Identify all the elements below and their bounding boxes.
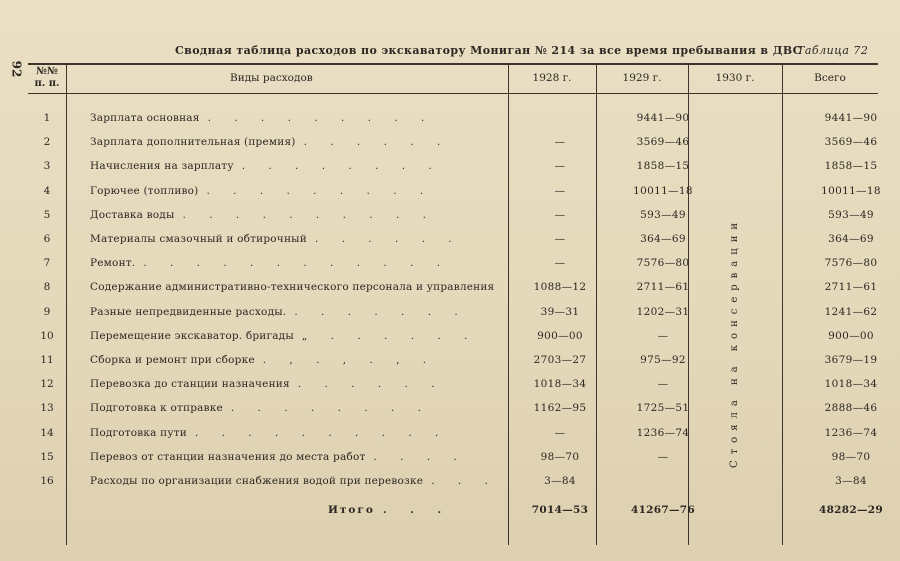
- value-1929: —: [657, 450, 669, 463]
- expense-name: Доставка воды . . . . . . . . . .: [90, 208, 436, 221]
- table-row: [28, 205, 878, 227]
- totals-total: 48282—29: [818, 504, 884, 516]
- value-1929: 10011—18: [633, 184, 693, 197]
- value-1929: 1236—74: [636, 426, 690, 439]
- header-number: [28, 66, 66, 90]
- expense-name: Подготовка пути . . . . . . . . . .: [90, 426, 449, 439]
- value-1929: 1725—51: [636, 402, 690, 415]
- header-1930: 1930 г.: [715, 72, 755, 84]
- expense-name: Материалы смазочный и обтирочный . . . . . .: [90, 233, 462, 245]
- row-number: 3: [43, 160, 51, 173]
- value-total: 10011—18: [821, 184, 881, 197]
- value-1929: —: [657, 378, 669, 391]
- value-1928: —: [554, 136, 566, 149]
- value-1928: 2703—27: [533, 354, 587, 366]
- expense-name: Зарплата дополнительная (премия) . . . . . .: [90, 136, 451, 149]
- row-number: 9: [43, 305, 51, 318]
- value-1929: 975—92: [640, 354, 686, 366]
- value-1928: —: [554, 257, 566, 270]
- value-total: 364—69: [828, 233, 874, 245]
- value-1929: —: [657, 329, 669, 342]
- value-1929: 2711—61: [636, 281, 690, 294]
- value-1929: 593—49: [640, 208, 686, 221]
- table-row: [28, 132, 878, 154]
- value-1928: —: [554, 184, 566, 197]
- table-row: [28, 302, 878, 324]
- expense-name: Ремонт. . . . . . . . . . . . .: [90, 257, 451, 270]
- expense-name: Перемещение экскаватор. бригады „ . . . . . .: [90, 329, 478, 342]
- header-1929: 1929 г.: [622, 72, 662, 84]
- value-1928: 3—84: [544, 475, 576, 487]
- value-1928: 900—00: [537, 329, 583, 342]
- table-row: [28, 447, 878, 469]
- value-total: 7576—80: [824, 257, 878, 270]
- table-row: [28, 350, 878, 372]
- totals-row: [28, 500, 884, 522]
- table-row: [28, 374, 878, 396]
- expense-name: Зарплата основная . . . . . . . . .: [90, 112, 435, 124]
- table-row: [28, 423, 878, 445]
- row-number: 8: [43, 281, 51, 294]
- table-row: [28, 471, 878, 493]
- row-number: 11: [40, 354, 54, 366]
- row-number: 5: [43, 208, 51, 221]
- expense-name: Расходы по организации снабжения водой при перевозке . . .: [90, 475, 498, 487]
- value-1928: —: [554, 160, 566, 173]
- table-top-rule: [28, 63, 878, 65]
- value-total: 1236—74: [824, 426, 878, 439]
- value-1928: —: [554, 233, 566, 245]
- row-number: 10: [40, 329, 54, 342]
- value-total: 3679—19: [824, 354, 878, 366]
- expense-name: Горючее (топливо) . . . . . . . . .: [90, 184, 434, 197]
- value-1929: 9441—90: [636, 112, 690, 124]
- value-1929: 1202—31: [636, 305, 690, 318]
- value-total: 2711—61: [824, 281, 878, 294]
- header-number-line1: №№: [36, 66, 58, 77]
- value-1928: —: [554, 208, 566, 221]
- table-header-rule: [28, 93, 878, 94]
- expense-name: Содержание административно-технического персонала и управления: [90, 281, 495, 294]
- expense-name: Разные непредвиденные расходы. . . . . . . .: [90, 305, 468, 318]
- table-row: [28, 181, 881, 203]
- totals-1928: 7014—53: [531, 504, 589, 516]
- header-expense-type: Виды расходов: [230, 72, 313, 84]
- row-number: 15: [40, 450, 54, 463]
- value-total: 98—70: [831, 450, 871, 463]
- value-1928: 39—31: [540, 305, 580, 318]
- table-row: [28, 253, 878, 275]
- table-row: [28, 398, 878, 420]
- row-number: 12: [40, 378, 54, 391]
- page-number: 92: [9, 60, 24, 78]
- value-1928: 98—70: [540, 450, 580, 463]
- row-number: 16: [40, 475, 54, 487]
- header-1928: 1928 г.: [532, 72, 572, 84]
- row-number: 13: [40, 402, 54, 415]
- expense-name: Подготовка к отправке . . . . . . . .: [90, 402, 431, 415]
- table-row: [28, 326, 878, 348]
- value-1929: 1858—15: [636, 160, 690, 173]
- row-number: 14: [40, 426, 54, 439]
- value-1928: 1088—12: [533, 281, 587, 294]
- header-number-line2: п. п.: [34, 78, 60, 89]
- expense-name: Начисления на зарплату . . . . . . . .: [90, 160, 442, 173]
- value-total: 3569—46: [824, 136, 878, 149]
- table-row: [28, 277, 878, 299]
- value-1928: 1018—34: [533, 378, 587, 391]
- row-number: 6: [43, 233, 51, 245]
- value-1929: 364—69: [640, 233, 686, 245]
- value-1929: 7576—80: [636, 257, 690, 270]
- table-row: [28, 229, 878, 251]
- value-total: 1018—34: [824, 378, 878, 391]
- table-row: [28, 156, 878, 178]
- row-number: 1: [43, 112, 51, 124]
- value-1928: —: [554, 426, 566, 439]
- value-total: 9441—90: [824, 112, 878, 124]
- expense-name: Перевозка до станции назначения . . . . . .: [90, 378, 445, 391]
- value-total: 593—49: [828, 208, 874, 221]
- value-1929: 3569—46: [636, 136, 690, 149]
- table-label: Таблица 72: [797, 44, 869, 57]
- value-total: 3—84: [835, 475, 867, 487]
- value-total: 1241—62: [824, 305, 878, 318]
- totals-label: Итого . . .: [328, 504, 452, 516]
- conservation-note: Стояла на консервации: [729, 216, 740, 468]
- value-1928: 1162—95: [533, 402, 587, 415]
- table-row: [28, 108, 878, 130]
- totals-1929: 41267—76: [630, 504, 696, 516]
- expense-name: Сборка и ремонт при сборке . , . , . , .: [90, 354, 437, 366]
- header-total: Всего: [814, 72, 846, 84]
- expense-name: Перевоз от станции назначения до места работ . . . .: [90, 450, 467, 463]
- value-total: 900—00: [828, 329, 874, 342]
- value-total: 2888—46: [824, 402, 878, 415]
- row-number: 4: [43, 184, 51, 197]
- value-total: 1858—15: [824, 160, 878, 173]
- row-number: 7: [43, 257, 51, 270]
- row-number: 2: [43, 136, 51, 149]
- table-title: Сводная таблица расходов по экскаватору Мониган № 214 за все время пребывания в ДВС: [175, 44, 802, 57]
